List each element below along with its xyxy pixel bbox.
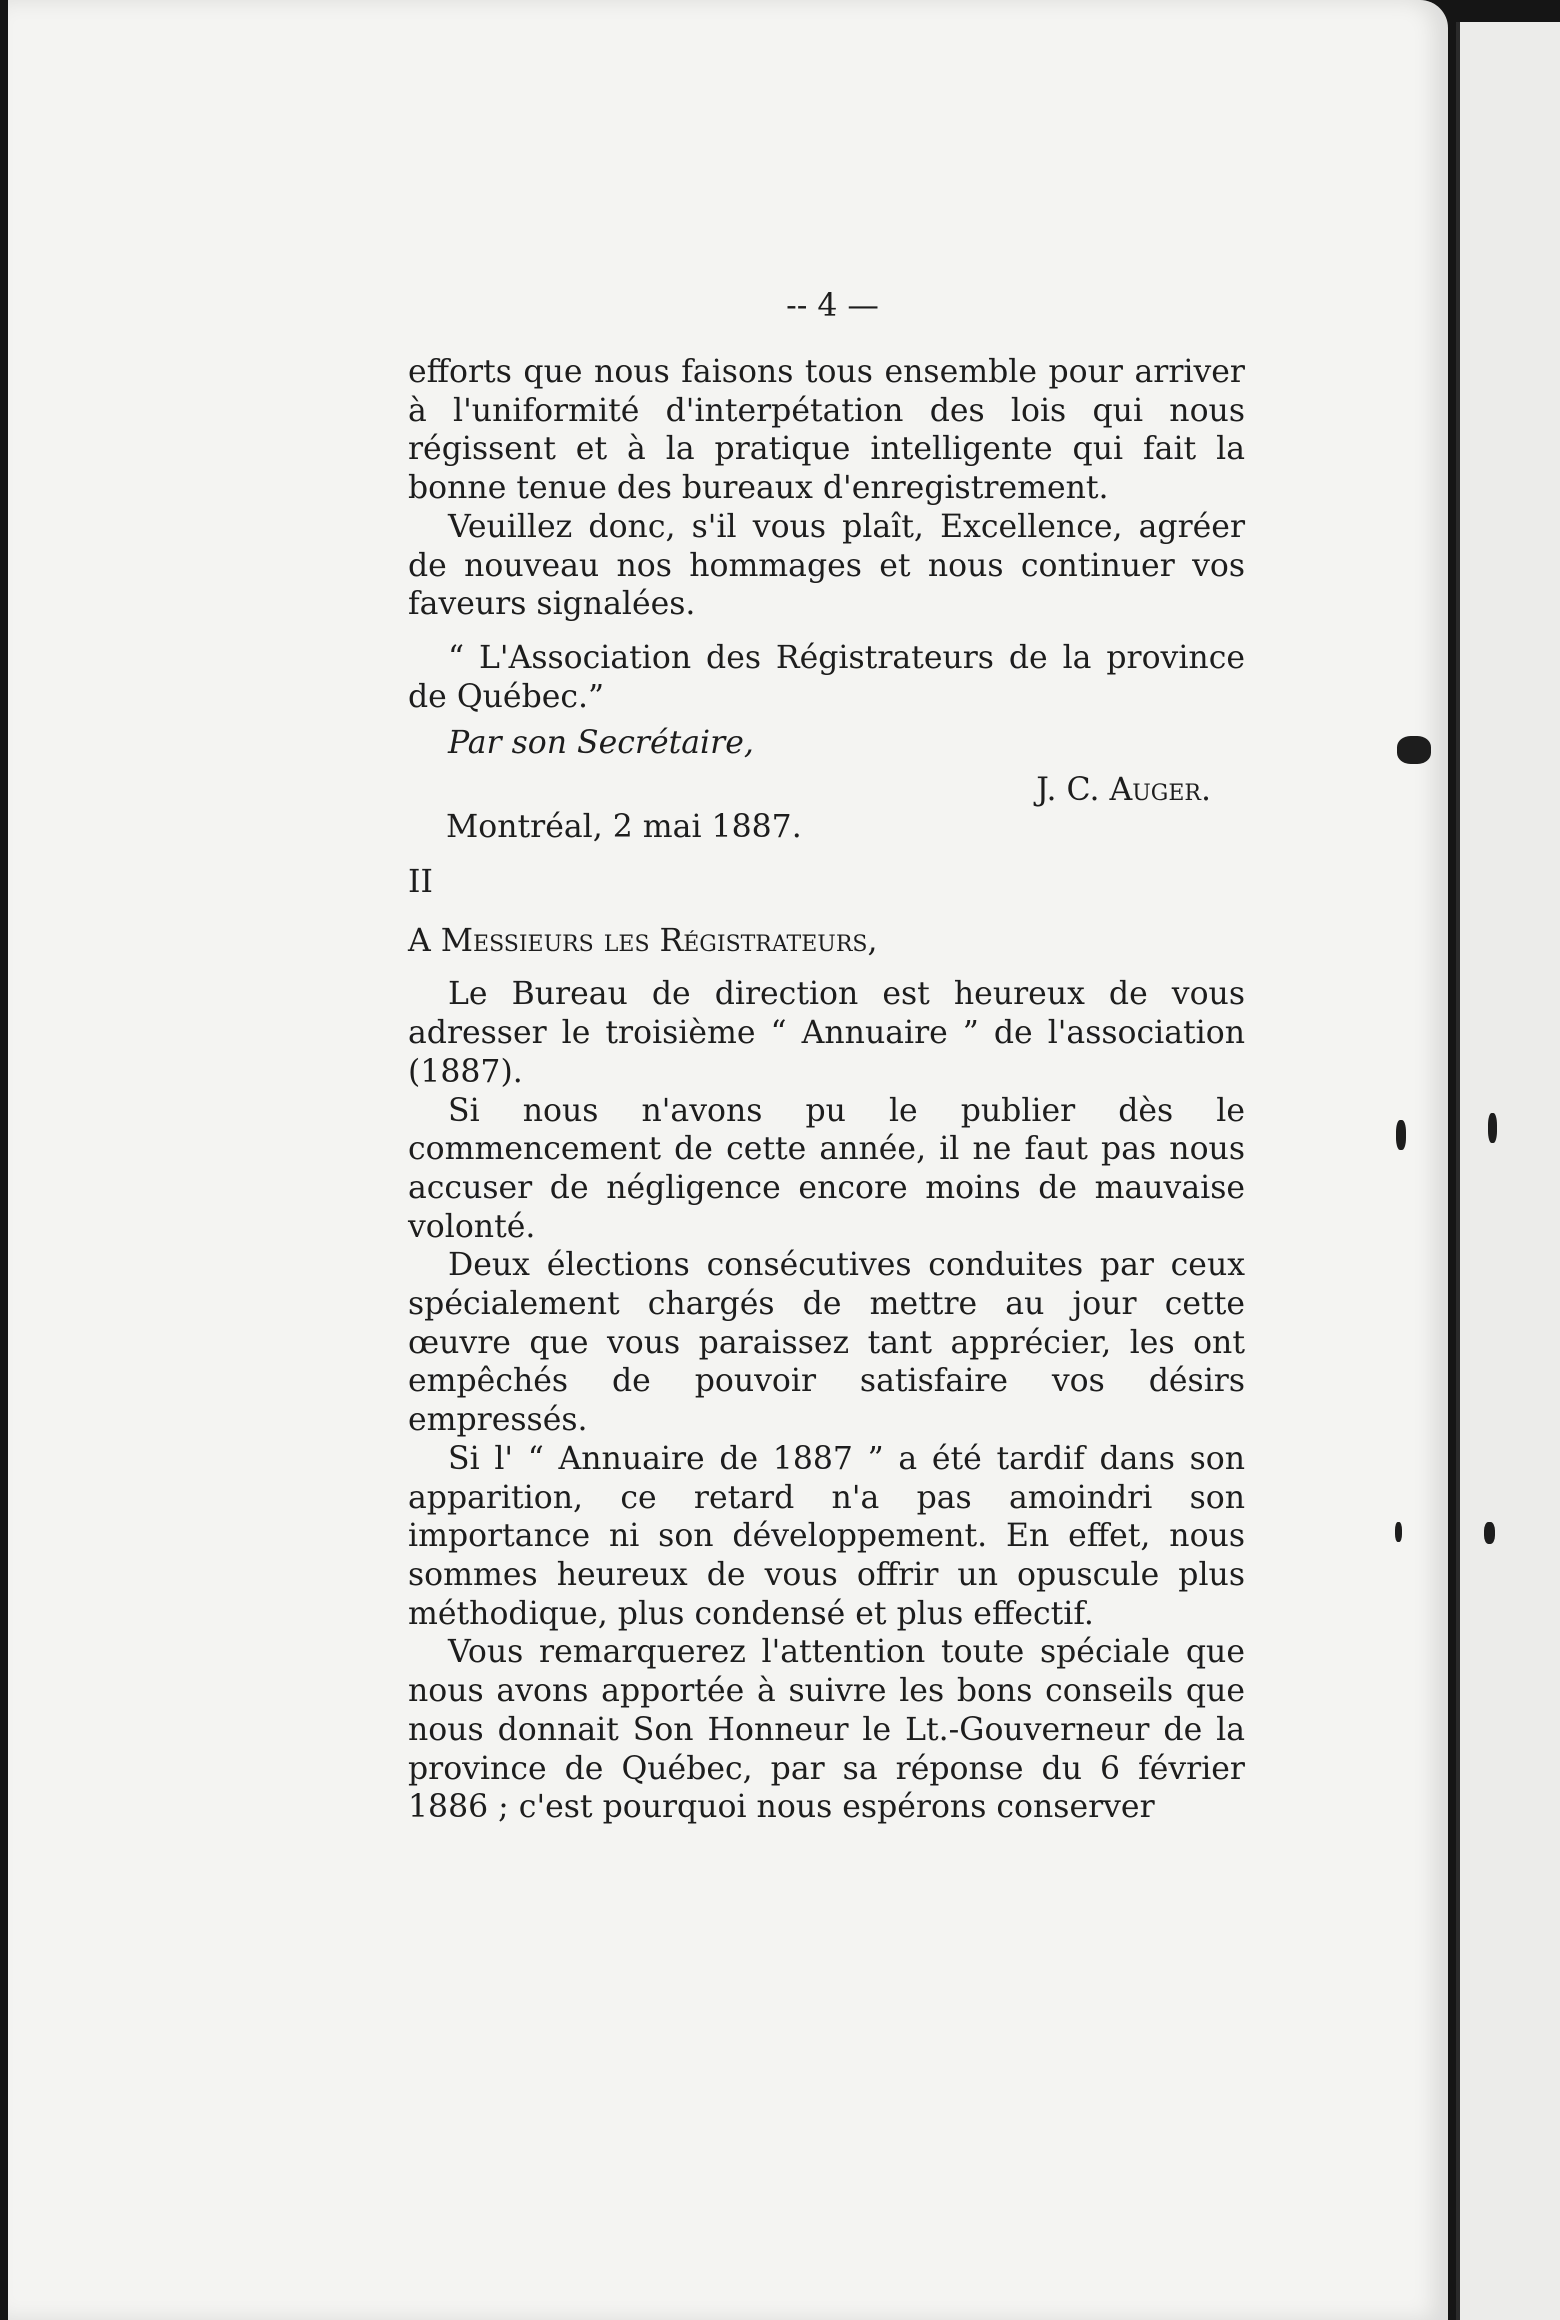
binding-mark <box>1395 1522 1402 1542</box>
binding-mark <box>1488 1113 1497 1143</box>
paragraph: Deux élections consécutives conduites par ceux spécialement chargés de mettre au jour cette œuvre que vous paraissez tant apprécier, les ont empêchés de pouvoir satisfaire vos désirs empressés. <box>408 1247 1245 1439</box>
signature-name: J. C. Auger. <box>1036 772 1211 809</box>
association-name: “ L'Association des Régistrateurs de la province de Québec.” <box>408 639 1245 715</box>
signature-block <box>408 771 1245 849</box>
section-number: II <box>408 864 433 901</box>
binding-mark <box>1397 736 1431 764</box>
paragraph: Veuillez donc, s'il vous plaît, Excellence, agréer de nouveau nos hommages et nous continuer vos faveurs signalées. <box>408 508 1245 623</box>
paragraph: Vous remarquerez l'attention toute spéciale que nous avons apportée à suivre les bons conseils que nous donnait Son Honneur le Lt.-Gouverneur de la province de Québec, par sa réponse du 6 février 1886 ; c'est pourquoi nous espérons conserver <box>408 1634 1245 1826</box>
binding-mark <box>1484 1522 1495 1544</box>
page-number: -- 4 — <box>786 288 879 324</box>
paragraph: Si nous n'avons pu le publier dès le commencement de cette année, il ne faut pas nous accuser de négligence encore moins de mauvaise volonté. <box>408 1092 1245 1245</box>
signature-role: Par son Secrétaire, <box>448 725 754 762</box>
paragraph: Si l' “ Annuaire de 1887 ” a été tardif dans son apparition, ce retard n'a pas amoindri son importance ni son développement. En effet, nous sommes heureux de vous offrir un opuscule plus méthodique, plus condensé et plus effectif. <box>408 1440 1245 1632</box>
salutation: A Messieurs les Régistrateurs, <box>408 922 878 959</box>
dateline: Montréal, 2 mai 1887. <box>446 809 802 846</box>
document-body <box>408 288 1245 1827</box>
adjacent-page-edge <box>1456 22 1560 2320</box>
paragraph: Le Bureau de direction est heureux de vous adresser le troisième “ Annuaire ” de l'association (1887). <box>408 976 1245 1090</box>
paragraph-continued: efforts que nous faisons tous ensemble pour arriver à l'uniformité d'interpétation des lois qui nous régissent et à la pratique intelligente qui fait la bonne tenue des bureaux d'enregistrement. <box>408 354 1245 507</box>
binding-mark <box>1396 1120 1406 1150</box>
